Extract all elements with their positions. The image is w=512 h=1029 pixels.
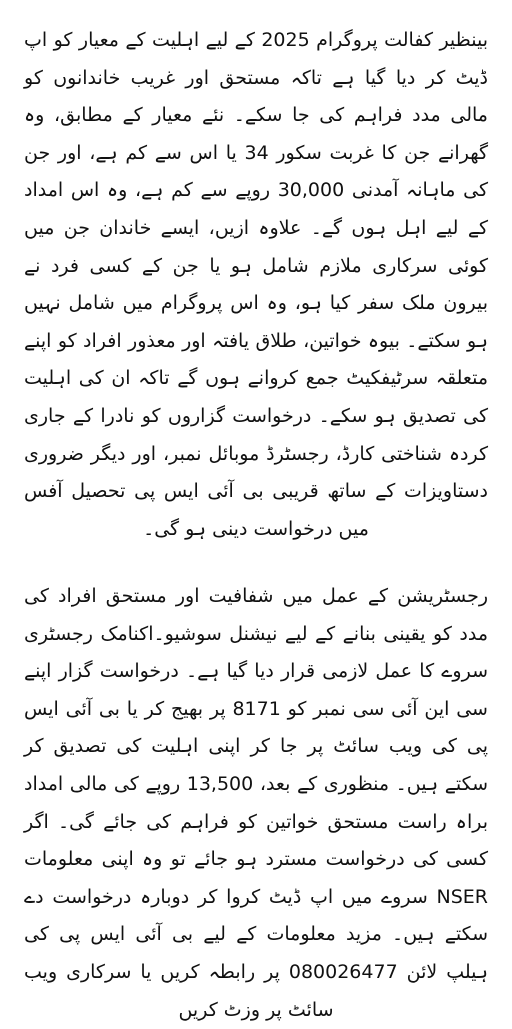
eligibility-criteria-paragraph: بینظیر کفالت پروگرام 2025 کے لیے اہلیت کے معیار کو اپ ڈیٹ کر دیا گیا ہے تاکہ مستحق اور غریب خاندانوں کو مالی مدد فراہم کی جا سکے۔ نئے معیار کے مطابق، وہ گھرانے جن کا غربت سکور 34 یا اس سے کم ہے، اور جن کی ماہانہ آمدنی 30,000 روپے سے کم ہے، وہ اس امداد کے لیے اہل ہوں گے۔ علاوہ ازیں، ایسے خاندان جن میں کوئی سرکاری ملازم شامل ہو یا جن کے کسی فرد نے بیرون ملک سفر کیا ہو، وہ اس پروگرام میں شامل نہیں ہو سکتے۔ بیوہ خواتین، طلاق یافتہ اور معذور افراد کو اپنے متعلقہ سرٹیفکیٹ جمع کروانے ہوں گے تاکہ ان کی اہلیت کی تصدیق ہو سکے۔ درخواست گزاروں کو نادرا کے جاری کردہ شناختی کارڈ، رجسٹرڈ موبائل نمبر، اور دیگر ضروری دستاویزات کے ساتھ قریبی بی آئی ایس پی تحصیل آفس میں درخواست دینی ہو گی۔ [24,29,489,540]
registration-process-paragraph: رجسٹریشن کے عمل میں شفافیت اور مستحق افراد کی مدد کو یقینی بنانے کے لیے نیشنل سوشیو۔اکنامک رجسٹری سروے کا عمل لازمی قرار دیا گیا ہے۔ درخواست گزار اپنے سی این آئی سی نمبر کو 8171 پر بھیج کر یا بی آئی ایس پی کی ویب سائٹ پر جا کر اپنی اہلیت کی تصدیق کر سکتے ہیں۔ منظوری کے بعد، 13,500 روپے کی مالی امداد براہ راست مستحق خواتین کو فراہم کی جائے گی۔ اگر کسی کی درخواست مسترد ہو جائے تو وہ اپنی معلومات NSER سروے میں اپ ڈیٹ کروا کر دوبارہ درخواست دے سکتے ہیں۔ مزید معلومات کے لیے بی آئی ایس پی کی ہیلپ لائن 080026477 پر رابطہ کریں یا سرکاری ویب سائٹ پر وزٹ کریں [24,585,489,1021]
